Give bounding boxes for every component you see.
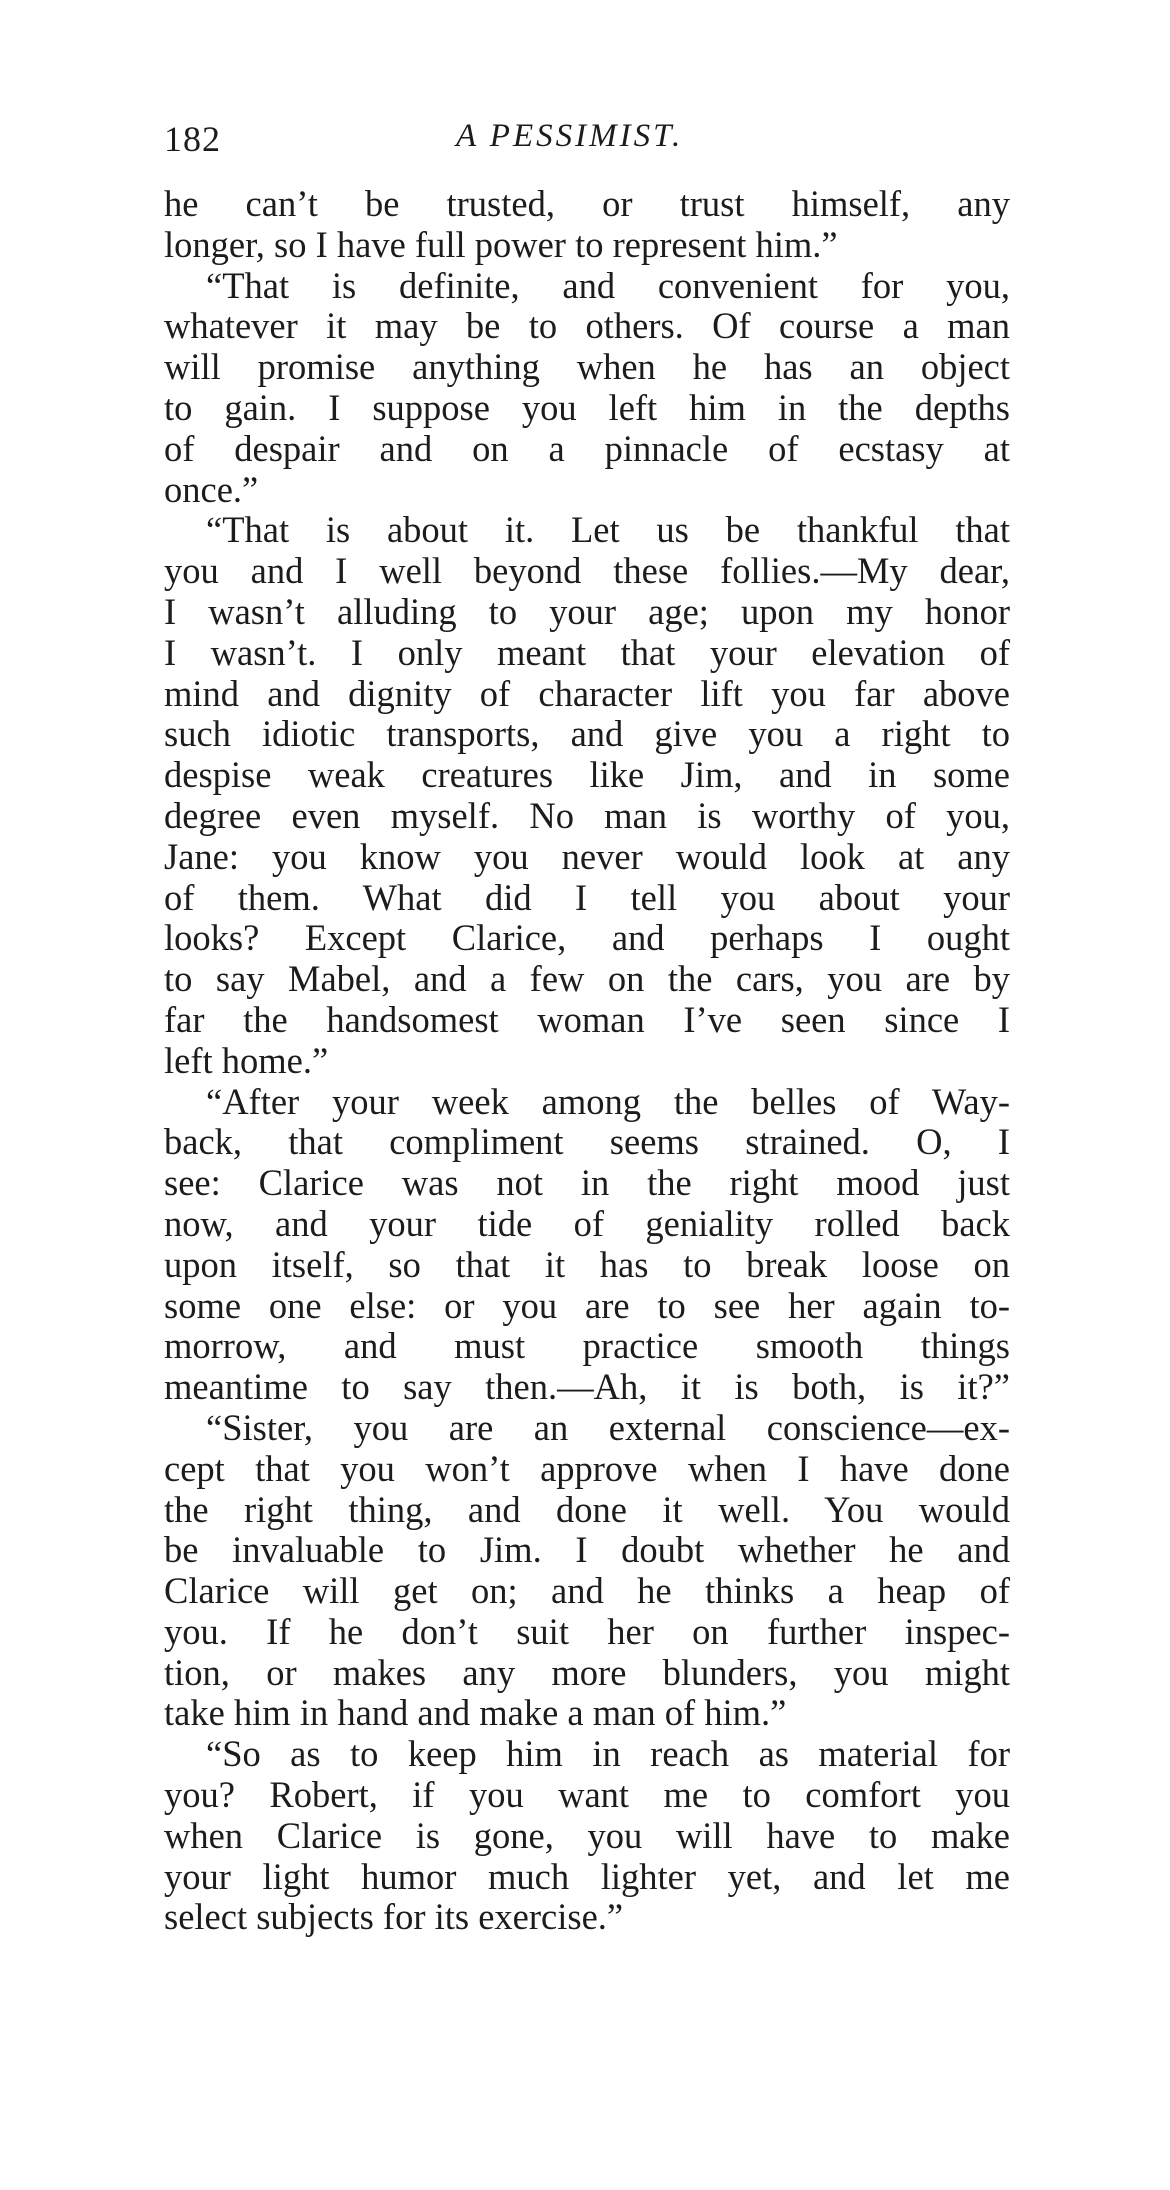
text-line: far the handsomest woman I’ve seen since I [164,998,1010,1040]
text-line: back, that compliment seems strained. O, I [164,1121,1010,1163]
text-line: when Clarice is gone, you will have to make [164,1814,1010,1856]
text-line: to say Mabel, and a few on the cars, you are by [164,958,1010,1000]
text-line: I wasn’t alluding to your age; upon my honor [164,590,1010,632]
text-line: be invaluable to Jim. I doubt whether he and [164,1529,1010,1571]
running-title: A PESSIMIST. [456,118,684,154]
text-line: tion, or makes any more blunders, you might [164,1651,1010,1693]
text-line: the right thing, and done it well. You would [164,1488,1010,1530]
text-line: meantime to say then.—Ah, it is both, is it?” [164,1366,1010,1408]
body-text [164,184,1010,1938]
text-line: “Sister, you are an external conscience—ex- [206,1406,1010,1448]
text-line: mind and dignity of character lift you far above [164,672,1010,714]
text-line: whatever it may be to others. Of course a man [164,305,1010,347]
running-header [164,118,1014,168]
text-line: you and I well beyond these follies.—My dear, [164,550,1010,592]
text-line: Clarice will get on; and he thinks a heap of [164,1570,1010,1612]
text-line: select subjects for its exercise.” [164,1896,624,1938]
text-line: take him in hand and make a man of him.” [164,1692,787,1734]
text-line: of despair and on a pinnacle of ecstasy at [164,427,1010,469]
text-line: “That is definite, and convenient for you, [206,264,1010,306]
page-number: 182 [164,119,221,159]
text-line: “After your week among the belles of Way- [206,1080,1010,1122]
text-line: will promise anything when he has an object [164,346,1010,388]
text-line: left home.” [164,1039,329,1081]
text-line: morrow, and must practice smooth things [164,1325,1010,1367]
text-line: “So as to keep him in reach as material for [206,1733,1010,1775]
text-line: looks? Except Clarice, and perhaps I ought [164,917,1010,959]
text-line: longer, so I have full power to represent him.” [164,223,838,265]
text-line: once.” [164,468,259,510]
text-line: you. If he don’t suit her on further inspec- [164,1610,1010,1652]
text-line: despise weak creatures like Jim, and in some [164,754,1010,796]
text-line: such idiotic transports, and give you a right to [164,713,1010,755]
text-line: I wasn’t. I only meant that your elevation of [164,631,1010,673]
text-line: “That is about it. Let us be thankful that [206,509,1010,551]
text-line: degree even myself. No man is worthy of you, [164,794,1010,836]
text-line: your light humor much lighter yet, and let me [164,1855,1010,1897]
text-line: of them. What did I tell you about your [164,876,1010,918]
text-line: now, and your tide of geniality rolled back [164,1202,1010,1244]
text-line: he can’t be trusted, or trust himself, any [164,183,1010,224]
text-line: some one else: or you are to see her again to- [164,1284,1010,1326]
text-line: see: Clarice was not in the right mood just [164,1162,1010,1204]
text-line: cept that you won’t approve when I have done [164,1447,1010,1489]
text-line: you? Robert, if you want me to comfort you [164,1774,1010,1816]
text-line: Jane: you know you never would look at any [164,835,1010,877]
text-line: upon itself, so that it has to break loose on [164,1243,1010,1285]
text-line: to gain. I suppose you left him in the depths [164,386,1010,428]
